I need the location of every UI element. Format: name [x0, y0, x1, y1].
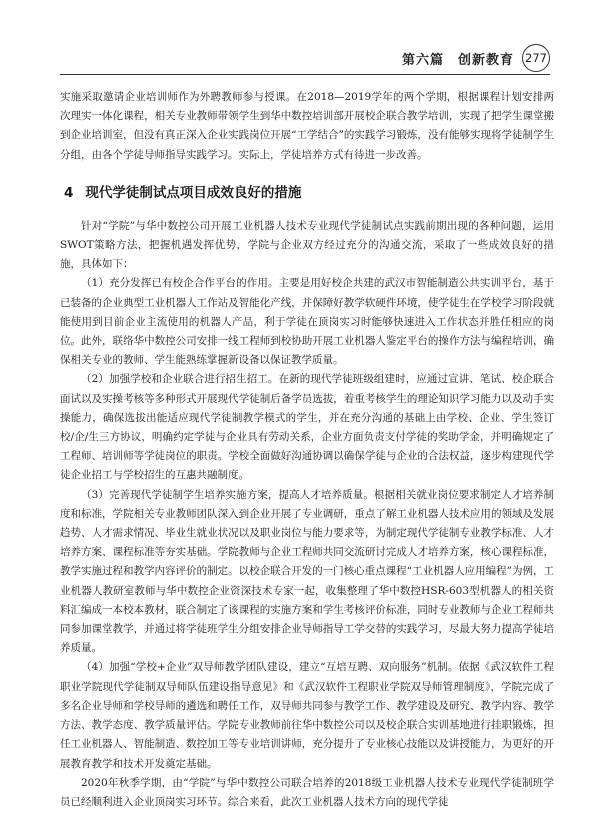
paragraph: 针对“学院”与华中数控公司开展工业机器人技术专业现代学徒制试点实践前期出现的各种问题，运用SWOT策略方法，把握机遇发挥优势，学院与企业双方经过充分的沟通交流，采取了一些成效良好的措施，具体如下： — [60, 219, 554, 271]
paragraph: （1）充分发挥已有校企合作平台的作用。主要是用好校企共建的武汉市智能制造公共实训平台，基于已装备的企业典型工业机器人工作站及智能化产线，并保障好教学软硬件环境，使学徒生在学校学习阶段就能使用到目前企业主流使用的机器人产品，利于学徒在顶岗实习时能够快速进入工作状态并胜任相应的岗位。此外，联络华中数控公司安排一线工程师到校协助开展工业机器人鉴定平台的操作方法与编程培训，确保相关专业的教师、学生能熟练掌握新设备以保证教学质量。 — [60, 277, 554, 367]
chapter-title: 第六篇 创新教育 — [401, 52, 514, 68]
page-number: 277 — [522, 44, 550, 72]
page-body — [60, 88, 554, 812]
paragraph: （3）完善现代学徒制学生培养实施方案，提高人才培养质量。根据相关就业岗位要求制定人才培养制度和标准，学院相关专业教师团队深入到企业开展了专业调研，重点了解工业机器人技术应用的领域及发展趋势、人才需求情况、毕业生就业状况以及职业岗位与能力要求等，为制定现代学徒制专业教学标准、人才培养方案、课程标准等夯实基础。学院教师与企业工程师共同交流研讨完成人才培养方案，核心课程标准，教学实施过程和教学内容评价的制定。以校企联合开发的一门核心重点课程“工业机器人应用编程”为例，工业机器人教研室教师与华中数控企业资深技术专家一起，收集整理了华中数控HSR-603型机器人的相关资料汇编成一本校本教材，联合制定了该课程的实施方案和学生考核评价标准，同时专业教师与企业工程师共同参加课堂教学，并通过将学徒班学生分组安排企业导师指导工学交替的实践学习，尽最大努力提高学徒培养质量。 — [60, 488, 554, 655]
running-header — [60, 44, 550, 72]
section-number: 4 — [64, 184, 74, 201]
paragraph: （4）加强“学校+企业”双导师教学团队建设，建立“互培互聘、双向服务”机制。依据《武汉软件工程职业学院现代学徒制双导师队伍建设指导意见》和《武汉软件工程职业学院双导师管理制度》，学院完成了多名企业导师和学校导师的遴选和聘任工作，双导师共同参与教学工作、教学建设及研究、教学内容、教学方法、教学态度、教学质量评估。学院专业教师前往华中数控公司以及校企联合实训基地进行挂职锻炼，担任工业机器人、智能制造、数控加工等专业培训讲师，充分提升了专业核心技能以及讲授能力，为更好的开展教育教学和技术开发奠定基础。 — [60, 661, 554, 770]
section-title: 现代学徒制试点项目成效良好的措施 — [85, 184, 302, 201]
paragraph: 2020年秋季学期，由“学院”与华中数控公司联合培养的2018级工业机器人技术专业现代学徒制班学员已经顺利进入企业顶岗实习环节。综合来看，此次工业机器人技术方向的现代学徒 — [60, 776, 554, 808]
paragraph: （2）加强学校和企业联合进行招生招工。在新的现代学徒班级组建时，应通过宣讲、笔试、校企联合面试以及实操考核等多种形式开展现代学徒制后备学员选拔，着重考核学生的理论知识学习能力以及动手实操能力，确保选拔出能适应现代学徒制教学模式的学生，并在充分沟通的基础上由学校、企业、学生签订校/企/生三方协议，明确约定学徒与企业具有劳动关系，企业方面负责支付学徒的奖助学金，并明确规定了工程师、培训师等学徒岗位的职责。学校全面做好沟通协调以确保学徒与企业的合法权益，逐步构建现代学徒企业招工与学校招生的互惠共融制度。 — [60, 373, 554, 482]
section-heading — [60, 183, 554, 203]
header-divider — [60, 74, 550, 75]
intro-paragraph: 实施采取邀请企业培训师作为外聘教师参与授课。在2018—2019学年的两个学期，根据课程计划安排两次理实一体化课程，相关专业教师带领学生到华中数控培训部开展校企联合教学培训，实现了把学生课堂搬到企业培训室，但没有真正深入企业实践岗位开展“工学结合”的实践学习锻炼，没有能够实现将学徒制学生分组，由各个学徒导师指导实践学习。实际上，学徒培养方式有待进一步改善。 — [60, 91, 554, 161]
